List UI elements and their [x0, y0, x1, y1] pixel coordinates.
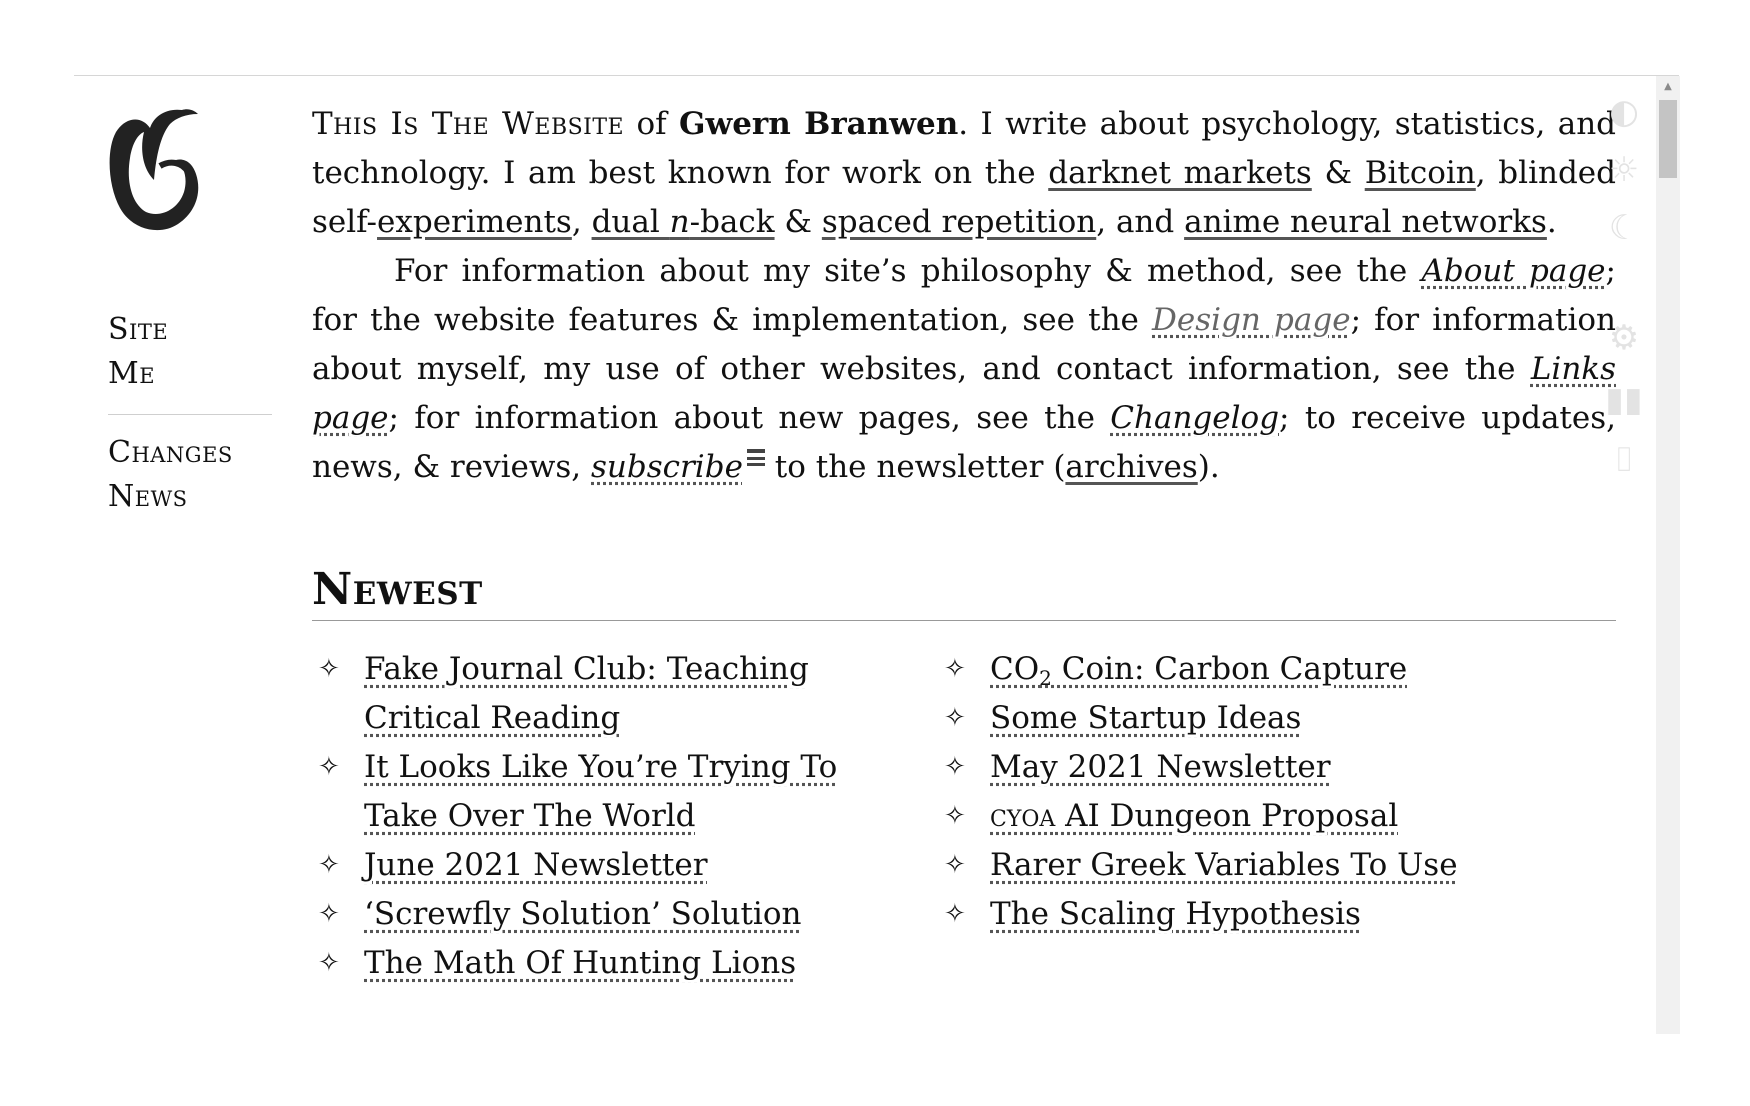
- list-item: [944, 890, 1624, 939]
- author-name: Gwern Branwen: [679, 106, 959, 142]
- four-point-star-icon: ✧: [318, 752, 340, 782]
- scroll-thumb[interactable]: [1659, 100, 1677, 178]
- link-subscribe-label: subscribe: [591, 449, 743, 485]
- intro-text-segment: , blinded self-: [312, 155, 1616, 240]
- intro-text-segment: ; for information about myself, my use of other websites, and contact information, see the: [312, 302, 1616, 387]
- intro-paragraph-1: [312, 100, 1616, 247]
- intro-text-segment: , and: [1096, 204, 1185, 240]
- four-point-star-icon: ✧: [944, 654, 966, 684]
- intro-text-of: of: [624, 106, 680, 142]
- list-item: [944, 841, 1624, 890]
- intro-paragraph-2: [312, 247, 1616, 492]
- newest-link[interactable]: [990, 651, 1408, 690]
- four-point-star-icon: ✧: [318, 899, 340, 929]
- list-item: [318, 743, 918, 841]
- sun-icon[interactable]: ☼: [1608, 150, 1640, 190]
- sidebar-nav: [108, 308, 272, 519]
- site-logo[interactable]: [104, 102, 214, 242]
- link-spaced-repetition[interactable]: spaced repetition: [821, 204, 1097, 240]
- link-dual-n-back[interactable]: [592, 204, 775, 240]
- intro-text-segment: ; to receive updates, news, & reviews,: [312, 400, 1616, 485]
- newest-link[interactable]: [990, 798, 1398, 834]
- link-self-experiments[interactable]: experiments: [377, 204, 572, 240]
- newest-heading: Newest: [312, 562, 1616, 621]
- link-anime-neural-networks[interactable]: anime neural networks: [1184, 204, 1547, 240]
- newest-link-text: Coin: Carbon Capture: [1051, 651, 1408, 687]
- newest-link-text: AI Dungeon Proposal: [1055, 798, 1399, 834]
- intro-lead: This Is The Website: [312, 106, 625, 142]
- newest-link[interactable]: It Looks Like You’re Trying To Take Over The World: [364, 749, 838, 834]
- moon-icon[interactable]: ☾: [1608, 208, 1640, 248]
- newest-link[interactable]: May 2021 Newsletter: [990, 749, 1331, 785]
- subscript-text: 2: [1039, 666, 1052, 690]
- link-dual-n-back-post: -back: [689, 204, 775, 240]
- newest-list-right: [944, 645, 1624, 939]
- intro-text: [312, 100, 1616, 492]
- newest-list-left: [318, 645, 918, 988]
- newest-link[interactable]: Rarer Greek Variables To Use: [990, 847, 1458, 883]
- intro-text-segment: &: [774, 204, 822, 240]
- intro-text-segment: ; for information about new pages, see the: [388, 400, 1111, 436]
- link-darknet-markets[interactable]: darknet markets: [1048, 155, 1312, 191]
- vertical-scrollbar[interactable]: [1656, 76, 1680, 1034]
- link-links-page[interactable]: Links page: [312, 351, 1616, 436]
- sidebar-item-site[interactable]: Site: [108, 312, 169, 347]
- four-point-star-icon: ✧: [318, 850, 340, 880]
- newest-link[interactable]: ‘Screwfly Solution’ Solution: [364, 896, 802, 932]
- four-point-star-icon: ✧: [944, 752, 966, 782]
- four-point-star-icon: ✧: [944, 801, 966, 831]
- sidebar-item-me[interactable]: Me: [108, 356, 156, 391]
- newest-link[interactable]: The Math Of Hunting Lions: [364, 945, 797, 981]
- four-point-star-icon: ✧: [318, 948, 340, 978]
- intro-text-segment: &: [1311, 155, 1365, 191]
- contrast-icon[interactable]: ◐: [1609, 92, 1639, 132]
- small-caps-text: cyoa: [990, 798, 1056, 834]
- four-point-star-icon: ✧: [944, 703, 966, 733]
- newest-link[interactable]: Fake Journal Club: Teaching Critical Reading: [364, 651, 809, 736]
- list-item: [318, 645, 918, 743]
- newest-link[interactable]: The Scaling Hypothesis: [990, 896, 1361, 932]
- list-item: [318, 841, 918, 890]
- intro-text-segment: ).: [1197, 449, 1220, 485]
- sidebar-divider: [108, 414, 272, 415]
- list-item: [944, 694, 1624, 743]
- scroll-up-arrow-icon[interactable]: ▲: [1664, 81, 1672, 92]
- intro-text-segment: to the newsletter (: [764, 449, 1066, 485]
- link-dual-n-back-pre: dual: [591, 204, 670, 240]
- sidebar-item-news[interactable]: News: [108, 479, 188, 514]
- list-item: [944, 645, 1624, 694]
- four-point-star-icon: ✧: [318, 654, 340, 684]
- sidebar-item-changes[interactable]: Changes: [108, 435, 233, 470]
- book-open-icon[interactable]: ⌷: [1613, 440, 1635, 480]
- newest-link-text: CO: [990, 651, 1040, 687]
- link-archives[interactable]: archives: [1065, 449, 1198, 485]
- link-bitcoin[interactable]: Bitcoin: [1364, 155, 1476, 191]
- intro-text-segment: .: [1546, 204, 1557, 240]
- intro-text-segment: ,: [571, 204, 592, 240]
- list-item: [318, 890, 918, 939]
- list-item: [318, 939, 918, 988]
- newsletter-icon: [747, 449, 765, 467]
- four-point-star-icon: ✧: [944, 899, 966, 929]
- newest-link[interactable]: Some Startup Ideas: [990, 700, 1302, 736]
- intro-text-segment: ; for the website features & implementation, see the: [312, 253, 1616, 338]
- newest-link[interactable]: June 2021 Newsletter: [364, 847, 708, 883]
- reader-mode-icon[interactable]: ▮▮: [1605, 380, 1643, 420]
- list-item: [944, 792, 1624, 841]
- intro-text-segment: . I write about psychology, statistics, and technology. I am best known for work on the: [312, 106, 1617, 191]
- settings-icon[interactable]: ⚙: [1608, 318, 1640, 358]
- link-about-page[interactable]: About page: [1421, 253, 1606, 289]
- intro-text-segment: For information about my site’s philosophy & method, see the: [394, 253, 1422, 289]
- link-dual-n-back-n: n: [669, 204, 690, 240]
- list-item: [944, 743, 1624, 792]
- four-point-star-icon: ✧: [944, 850, 966, 880]
- link-changelog[interactable]: Changelog: [1110, 400, 1280, 436]
- link-subscribe[interactable]: [591, 449, 765, 485]
- link-design-page[interactable]: Design page: [1152, 302, 1351, 338]
